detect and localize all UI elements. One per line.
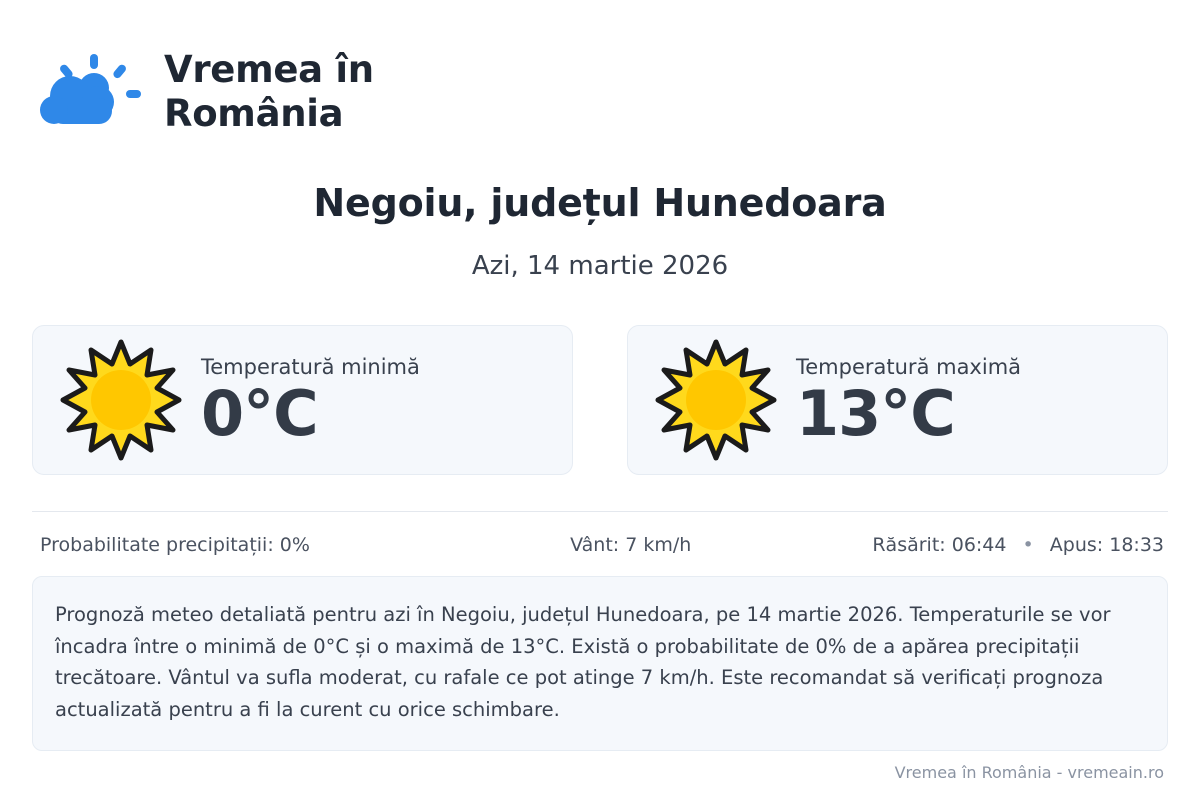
forecast-summary: Prognoză meteo detaliată pentru azi în Negoiu, județul Hunedoara, pe 14 martie 2026. Temperaturile se vor încadra între o minimă de 0°C și o maximă de 13°C. Există o probabilitate de 0% de a apărea precipitații trecătoare. Vântul va sufla moderat, cu rafale ce pot atinge 7 km/h. Este recomandat să verificați prognoza actualizată pentru a fi la curent cu orice schimbare. bbox=[32, 576, 1168, 750]
brand-title-line1: Vremea în bbox=[164, 48, 374, 91]
min-temperature-value: 0°C bbox=[201, 376, 318, 450]
precipitation-probability: Probabilitate precipitații: 0% bbox=[40, 534, 310, 557]
sun-icon bbox=[650, 337, 782, 463]
max-temperature-card bbox=[627, 325, 1168, 475]
min-temperature-card bbox=[32, 325, 573, 475]
sun-times bbox=[767, 534, 1168, 556]
temperature-cards bbox=[32, 325, 1168, 475]
page-date: Azi, 14 martie 2026 bbox=[471, 251, 729, 282]
brand-header bbox=[32, 0, 1168, 135]
sunrise-time: Răsărit: 06:44 bbox=[872, 534, 1007, 557]
brand-title-line2: România bbox=[164, 91, 344, 135]
sun-times-separator: • bbox=[1022, 534, 1034, 557]
page-title: Negoiu, județul Hunedoara bbox=[313, 181, 887, 226]
sun-behind-cloud-icon bbox=[38, 54, 142, 130]
weather-details-row bbox=[32, 511, 1168, 556]
wind-speed: Vânt: 7 km/h bbox=[570, 534, 692, 557]
brand-title bbox=[164, 48, 374, 135]
sun-icon bbox=[55, 337, 187, 463]
max-temperature-text bbox=[782, 354, 1022, 450]
min-temperature-label: Temperatură minimă bbox=[201, 354, 420, 379]
sunset-time: Apus: 18:33 bbox=[1049, 534, 1164, 557]
max-temperature-value: 13°C bbox=[796, 376, 955, 450]
max-temperature-label: Temperatură maximă bbox=[796, 354, 1022, 379]
footer-text: Vremea în România - vremeain.ro bbox=[894, 763, 1164, 782]
min-temperature-text bbox=[187, 354, 420, 450]
